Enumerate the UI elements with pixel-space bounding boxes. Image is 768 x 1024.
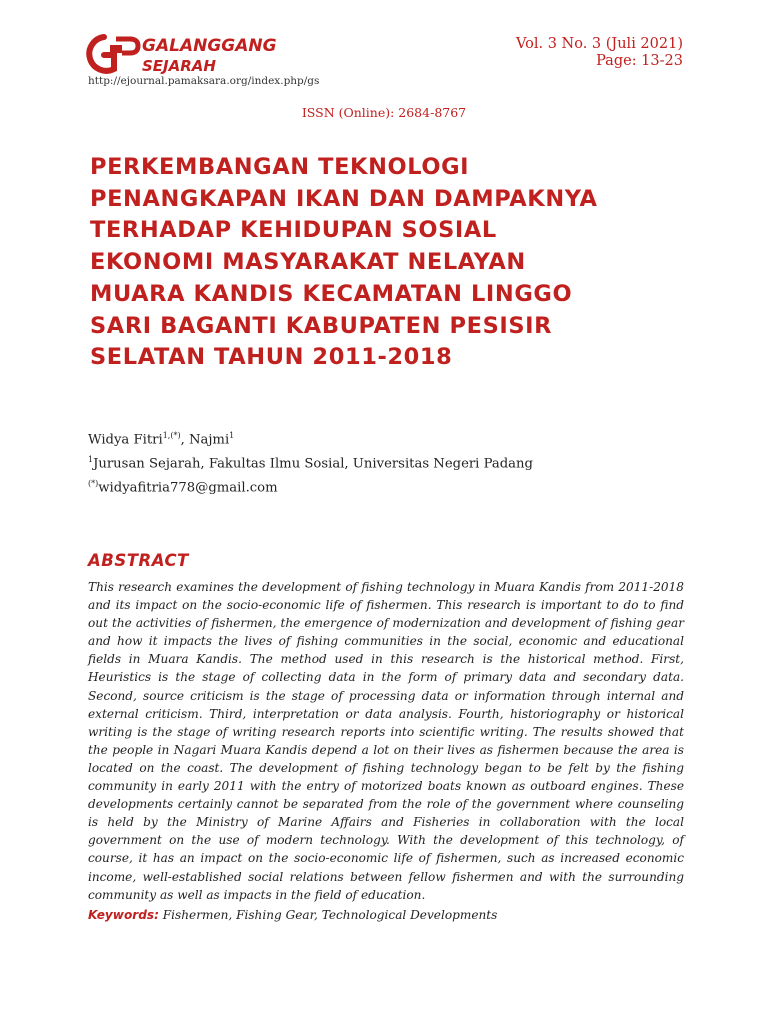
title-line: EKONOMI MASYARAKAT NELAYAN [90,249,526,276]
abstract-body: This research examines the development of fishing technology in Muara Kandis from 2011-2018 and its impact on the socio-economic life of fishermen. This research is important to do to find out the activities of fishermen, the emergence of modernization and development of fishing gear and how it impacts the lives of fishing communities in the social, economic and educational fields in Muara Kandis. The method used in this research is the historical method. First, Heuristics is the stage of collecting data in the form of primary data and secondary data. Second, source criticism is the stage of processing data or information through internal and external criticism. Third, interpretation or data analysis. Fourth, historiography or historical writing is the stage of writing research reports into scientific writing. The results showed that the people in Nagari Muara Kandis depend a lot on their lives as fishermen because the area is located on the coast. The development of fishing technology began to be felt by the fishing community in early 2011 with the entry of motorized boats known as outboard engines. These developments certainly cannot be separated from the role of the government where counseling is held by the Ministry of Marine Affairs and Fisheries in collaboration with the local government on the use of modern technology. With the development of this technology, of course, it has an impact on the socio-economic life of fishermen, such as increased economic income, well-established social relations between fellow fishermen and with the surrounding community as well as impacts in the field of education. [88,580,684,902]
abstract-heading: ABSTRACT [88,551,189,570]
volume-info [516,36,683,70]
keywords-list: Fishermen, Fishing Gear, Technological Developments [158,908,498,922]
title-line: PERKEMBANGAN TEKNOLOGI [90,154,470,180]
author-block [88,426,533,498]
author-name: , Najmi [180,432,230,448]
title-line: SARI BAGANTI KABUPATEN PESISIR [90,312,553,339]
journal-logo [86,33,296,77]
corresponding-email [88,474,533,498]
keywords [88,908,497,922]
article-title [90,152,690,374]
journal-url[interactable]: http://ejournal.pamaksara.org/index.php/gs [88,75,320,87]
issn: ISSN (Online): 2684-8767 [301,105,467,120]
page-range: Page: 13-23 [596,53,683,69]
title-line: PENANGKAPAN IKAN DAN DAMPAKNYA [90,185,598,212]
title-line: SELATAN TAHUN 2011-2018 [90,344,453,371]
author-superscript: 1,(*) [162,431,181,440]
email-link[interactable]: widyafitria778@gmail.com [98,480,278,496]
email-superscript: (*) [88,478,99,488]
logo-text-line2: SEJARAH [142,57,216,75]
logo-text-line1: GALANGGANG [142,36,277,56]
affiliation [88,450,533,474]
title-line: TERHADAP KEHIDUPAN SOSIAL [90,217,497,244]
affiliation-text: Jurusan Sejarah, Fakultas Ilmu Sosial, Universitas Negeri Padang [93,456,533,472]
logo-graphic [86,33,296,77]
author-names [88,426,533,450]
author-superscript: 1 [229,431,235,440]
volume-issue: Vol. 3 No. 3 (Juli 2021) [515,36,683,52]
keywords-label: Keywords: [88,908,159,922]
author-name: Widya Fitri [88,432,163,448]
title-line: MUARA KANDIS KECAMATAN LINGGO [90,280,573,307]
affiliation-superscript: 1 [88,454,94,464]
